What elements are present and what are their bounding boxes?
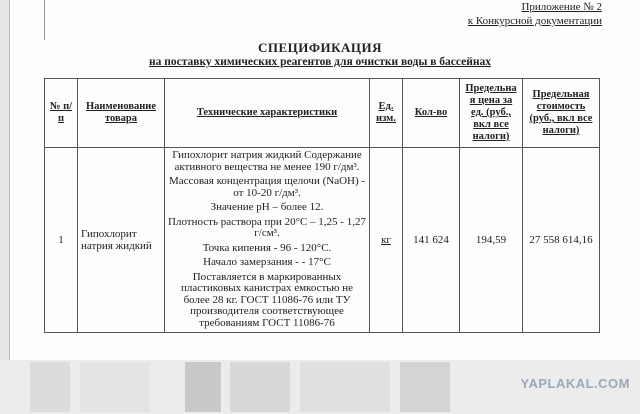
cell-cost: 27 558 614,16 [523, 148, 600, 333]
cell-qty: 141 624 [403, 148, 460, 333]
blur-block [185, 362, 221, 412]
blur-block [80, 362, 150, 412]
header-unit: Ед. изм. [370, 79, 403, 148]
cell-chars [165, 148, 370, 333]
char-line: Массовая концентрация щелочи (NaOH) - от 10-20 г/дм³. [168, 175, 366, 199]
cell-unit: кг [370, 148, 403, 333]
appendix-note [468, 0, 602, 28]
table-header-row [45, 79, 600, 148]
cell-price: 194,59 [460, 148, 523, 333]
appendix-number: Приложение № 2 [521, 1, 602, 13]
watermark: YAPLAKAL.COM [520, 376, 630, 391]
char-line: Значение рН – более 12. [210, 201, 324, 213]
header-num: № п/п [45, 79, 78, 148]
header-price: Предельна я цена за ед. (руб., вкл все налоги) [460, 79, 523, 148]
header-qty: Кол-во [403, 79, 460, 148]
table-row [45, 148, 600, 333]
blur-block [400, 362, 450, 412]
appendix-reference: к Конкурсной документации [467, 15, 602, 27]
header-cost: Предельная стоимость (руб., вкл все налоги) [523, 79, 600, 148]
margin-line [44, 0, 45, 40]
cell-name: Гипохлорит натрия жидкий [78, 148, 165, 333]
header-name: Наименование товара [78, 79, 165, 148]
document-title: СПЕЦИФИКАЦИЯ [257, 40, 383, 55]
cell-num: 1 [45, 148, 78, 333]
blur-block [230, 362, 290, 412]
specification-table [44, 78, 600, 333]
char-line: Плотность раствора при 20°С – 1,25 - 1,27 г/см³. [168, 215, 366, 239]
char-line: Гипохлорит натрия жидкий Содержание активного вещества не менее 190 г/дм³. [172, 149, 362, 173]
char-line: Начало замерзания - - 17°С [203, 256, 331, 268]
char-line: Поставляется в маркированных пластиковых канистрах емкостью не более 28 кг. ГОСТ 11086-76 или ТУ производителя соответствующее требованиям ГОСТ 11086-76 [180, 270, 354, 329]
blur-block [30, 362, 70, 412]
header-chars: Технические характеристики [165, 79, 370, 148]
char-line: Точка кипения - 96 - 120°С. [202, 241, 332, 254]
document-subtitle: на поставку химических реагентов для очистки воды в бассейнах [148, 56, 492, 68]
blur-block [300, 362, 390, 412]
